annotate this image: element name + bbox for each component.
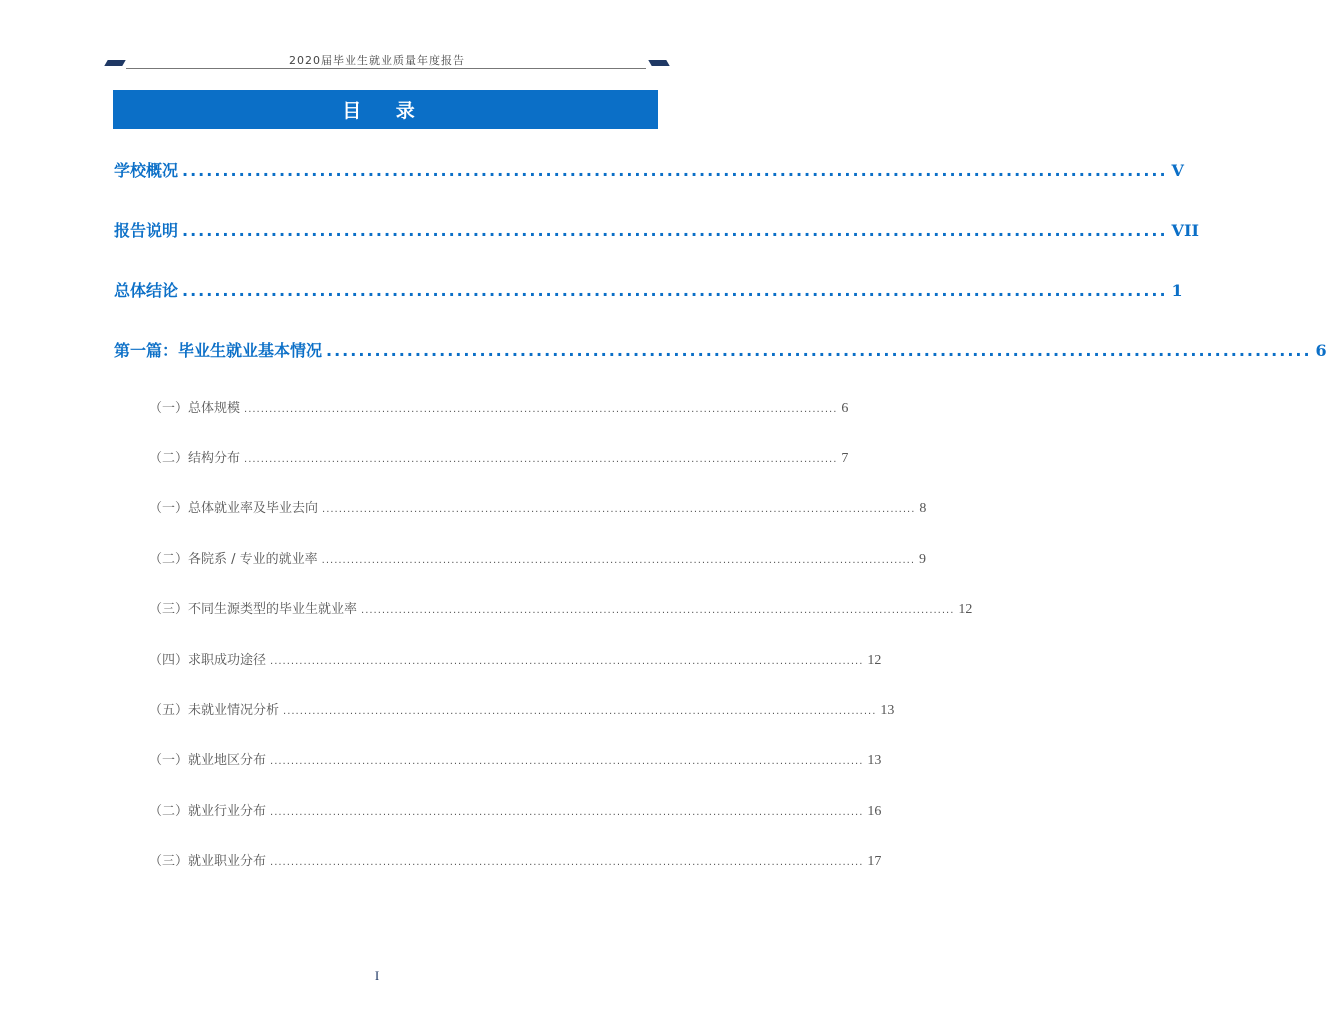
- toc-subentry[interactable]: [149, 800, 882, 820]
- toc-subentry-label: （一）就业地区分布: [149, 753, 267, 768]
- toc-subentry-label: （二）结构分布: [149, 451, 241, 466]
- toc-subentry[interactable]: [149, 850, 882, 870]
- toc-entry-label: 总体结论: [114, 281, 179, 300]
- leader-dots: ..............................................................................................................................................: [270, 656, 864, 667]
- leader-dots: ..............................................................................................................................................: [270, 756, 864, 767]
- toc-subentry-page: 13: [880, 703, 895, 718]
- toc-entry-school-overview[interactable]: [114, 158, 1184, 181]
- leader-dots: ..............................................................................................................................................: [244, 454, 838, 465]
- toc-subentry-page: 9: [919, 552, 927, 567]
- toc-subentry-label: （一）总体就业率及毕业去向: [149, 501, 319, 516]
- toc-subentry-page: 6: [841, 401, 849, 416]
- toc-entry-label: 报告说明: [114, 221, 179, 240]
- toc-entry-label: 第一篇：毕业生就业基本情况: [114, 341, 323, 360]
- toc-subentry-label: （二）就业行业分布: [149, 804, 267, 819]
- page-number: I: [374, 968, 380, 983]
- toc-entry-page: 1: [1171, 281, 1183, 300]
- leader-dots: ..............................................................................................................................................: [244, 404, 838, 415]
- toc-subentry-page: 17: [867, 854, 882, 869]
- leader-dots: ..............................................................................................................................................: [322, 504, 916, 515]
- toc-subentry[interactable]: [149, 598, 973, 618]
- header-title: 2020届毕业生就业质量年度报告: [289, 54, 465, 67]
- toc-subentry-page: 16: [867, 804, 882, 819]
- toc-subentry-page: 12: [958, 602, 973, 617]
- leader-dots: ..............................................................................................................................................: [270, 807, 864, 818]
- toc-subentry-label: （五）未就业情况分析: [149, 703, 280, 718]
- toc-entry-page: VII: [1171, 221, 1199, 240]
- page-header: [0, 0, 754, 80]
- toc-subentry[interactable]: [149, 497, 927, 517]
- toc-subentry[interactable]: [149, 749, 882, 769]
- toc-entry-overall-conclusion[interactable]: [114, 278, 1183, 301]
- toc-subentry[interactable]: [149, 699, 895, 719]
- leader-dots: ..........................................................................................................................: [182, 281, 1168, 300]
- toc-subentry-label: （三）不同生源类型的毕业生就业率: [149, 602, 358, 617]
- header-rule: [126, 68, 646, 69]
- toc-subentry[interactable]: [149, 548, 927, 568]
- toc-subentry-label: （三）就业职业分布: [149, 854, 267, 869]
- toc-entry-page: 6: [1315, 341, 1327, 360]
- toc-entry-page: V: [1171, 161, 1184, 180]
- leader-dots: ..............................................................................................................................................: [270, 857, 864, 868]
- header-right-mark: [648, 60, 669, 66]
- toc-subentry-page: 13: [867, 753, 882, 768]
- toc-entry-report-notes[interactable]: [114, 218, 1199, 241]
- toc-subentry-page: 7: [841, 451, 849, 466]
- leader-dots: ..........................................................................................................................: [182, 221, 1168, 240]
- toc-subentry[interactable]: [149, 397, 849, 417]
- toc-subentry[interactable]: [149, 649, 882, 669]
- toc-subentry[interactable]: [149, 447, 849, 467]
- toc-subentry-label: （一）总体规模: [149, 401, 241, 416]
- leader-dots: ..............................................................................................................................................: [283, 706, 877, 717]
- toc-subentry-page: 8: [919, 501, 927, 516]
- toc-entry-label: 学校概况: [114, 161, 179, 180]
- leader-dots: ..............................................................................................................................................: [321, 555, 916, 566]
- leader-dots: ..........................................................................................................................: [326, 341, 1312, 360]
- toc-subentry-label: （四）求职成功途径: [149, 653, 267, 668]
- toc-subentry-label: （二）各院系 / 专业的就业率: [149, 552, 318, 567]
- leader-dots: ..............................................................................................................................................: [361, 605, 955, 616]
- toc-subentry-page: 12: [867, 653, 882, 668]
- leader-dots: ..........................................................................................................................: [182, 161, 1168, 180]
- toc-banner: 目 录: [113, 90, 658, 129]
- toc-entry-part-one[interactable]: [114, 338, 1327, 361]
